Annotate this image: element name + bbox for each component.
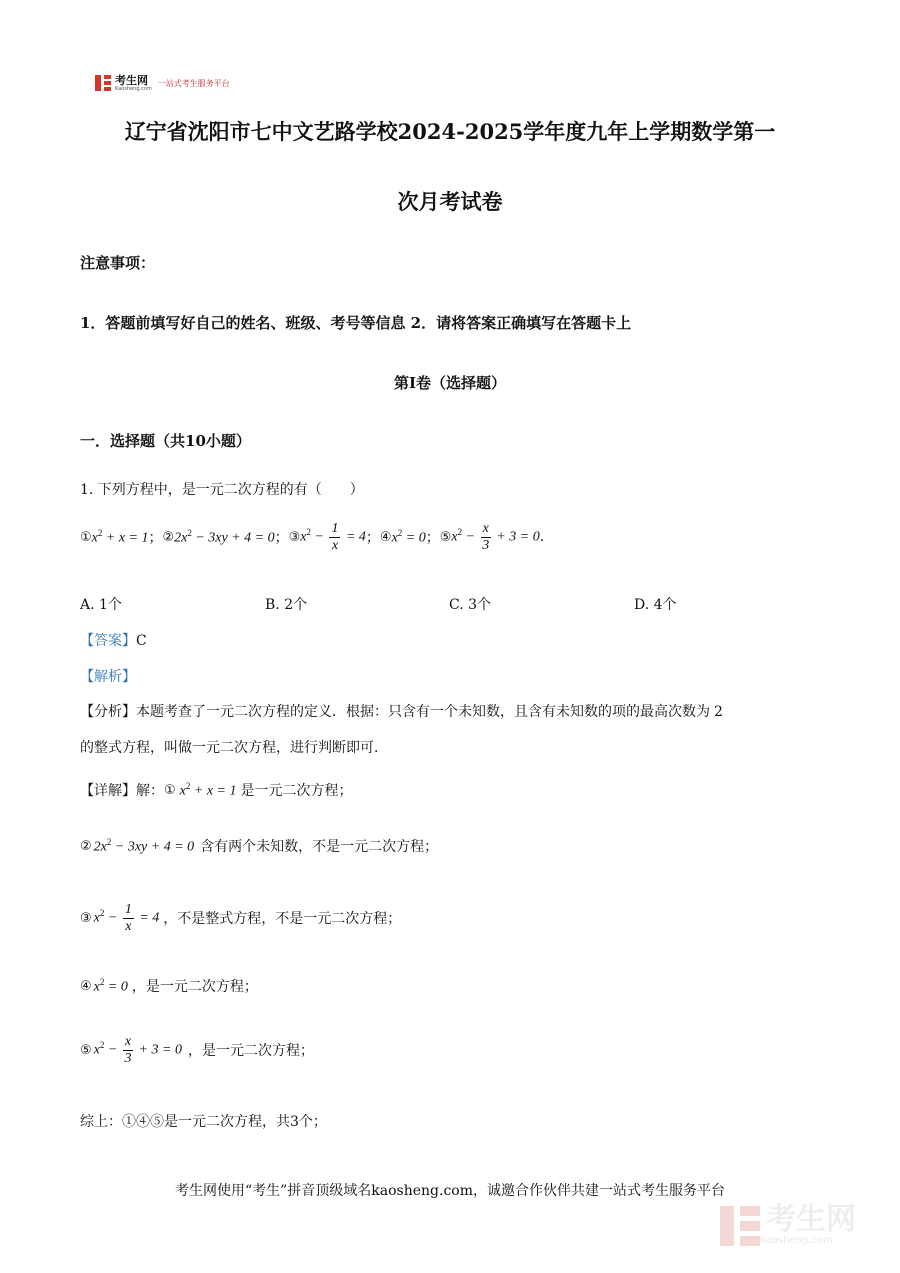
answer-label: 【答案】	[80, 633, 136, 649]
equation-list	[80, 512, 544, 562]
detail-label: 【详解】	[80, 783, 136, 799]
equation-1: $x^2 + x = 1$	[91, 527, 149, 546]
judgement-1: 是一元二次方程；	[240, 783, 353, 799]
logo-text: 考生网	[115, 73, 148, 87]
logo-mark-icon	[95, 75, 111, 91]
marker-1: ①	[164, 782, 176, 798]
detail-line-5	[80, 1025, 314, 1075]
fenxi-line-1	[80, 701, 723, 721]
watermark-text: 考生网	[766, 1202, 856, 1237]
sep: ；	[365, 530, 380, 546]
part-heading: 第Ⅰ卷（选择题）	[393, 374, 507, 392]
marker-4: ④	[80, 978, 92, 994]
sep: ；	[148, 530, 163, 546]
equation-2: $2x^2 - 3xy + 4 = 0$	[174, 527, 275, 546]
fenxi-num: 2	[714, 704, 723, 720]
fenxi-label: 【分析】	[80, 704, 136, 720]
equation-2: $2x^2 - 3xy + 4 = 0$	[93, 836, 195, 855]
detail-line-3	[80, 893, 401, 943]
footer-text: 考生网使用“考生”拼音顶级域名kaosheng.com，诚邀合作伙伴共建一站式考生服务平台	[174, 1183, 726, 1199]
logo-url: Kaosheng.com	[115, 85, 152, 92]
marker-2: ②	[162, 529, 175, 545]
watermark-logo-icon	[720, 1206, 760, 1246]
fenxi-text-2: 的整式方程，叫做一元二次方程，进行判断即可．	[80, 740, 388, 756]
answer-line	[80, 630, 147, 650]
watermark	[720, 1202, 856, 1246]
marker-1: ①	[80, 529, 92, 545]
detail-prefix: 解：	[136, 783, 164, 799]
option-c: C. 3个	[449, 597, 492, 613]
page-title-line-2: 次月考试卷	[397, 189, 503, 214]
equation-1: $x^2 + x = 1$	[179, 780, 237, 799]
answer-value: C	[136, 633, 147, 649]
equation-3: $x^2$ − $\frac{1}{x}$ = 4	[93, 901, 160, 934]
judgement-3: ，不是整式方程，不是一元二次方程；	[163, 911, 402, 927]
sep: ；	[274, 530, 289, 546]
fenxi-text-1: 本题考查了一元二次方程的定义．根据：只含有一个未知数，且含有未知数的项的最高次数为	[136, 704, 710, 720]
equation-5: $x^2$ − $\frac{x}{3}$ + 3 = 0	[451, 520, 540, 553]
header-logo	[95, 73, 230, 93]
option-b: B. 2个	[265, 597, 308, 613]
summary-line: 综上：①④⑤是一元二次方程，共3个；	[80, 1114, 327, 1130]
question-stem: 1. 下列方程中，是一元二次方程的有（ ）	[80, 482, 364, 498]
judgement-2: 含有两个未知数，不是一元二次方程；	[200, 839, 439, 855]
equation-3: $x^2$ − $\frac{1}{x}$ = 4	[300, 520, 366, 553]
detail-line-2	[80, 828, 438, 864]
logo-slogan: 一站式考生服务平台	[157, 78, 230, 88]
marker-3: ③	[80, 910, 92, 926]
option-a: A. 1个	[80, 597, 122, 613]
end-period: .	[539, 529, 545, 545]
notice-line: 1．答题前填写好自己的姓名、班级、考号等信息 2．请将答案正确填写在答题卡上	[80, 314, 632, 332]
sep: ；	[425, 530, 440, 546]
judgement-5: ，是一元二次方程；	[187, 1043, 314, 1059]
equation-4: $x^2 = 0$	[391, 527, 426, 546]
watermark-url: kaosheng.com	[760, 1235, 833, 1246]
section-heading: 一．选择题（共10小题）	[80, 432, 251, 450]
judgement-4: ，是一元二次方程；	[131, 979, 258, 995]
detail-line-4	[80, 968, 258, 1004]
marker-4: ④	[379, 529, 392, 545]
marker-2: ②	[80, 838, 92, 854]
marker-5: ⑤	[80, 1042, 92, 1058]
equation-5: $x^2$ − $\frac{x}{3}$ + 3 = 0	[93, 1033, 182, 1066]
detail-line-1	[80, 770, 352, 810]
marker-3: ③	[288, 529, 301, 545]
equation-4: $x^2 = 0$	[93, 976, 128, 995]
page-title-line-1: 辽宁省沈阳市七中文艺路学校2024-2025学年度九年上学期数学第一	[124, 119, 776, 144]
notice-heading: 注意事项：	[80, 254, 156, 272]
option-d: D. 4个	[634, 597, 677, 613]
marker-5: ⑤	[439, 529, 452, 545]
analysis-label: 【解析】	[80, 669, 136, 685]
